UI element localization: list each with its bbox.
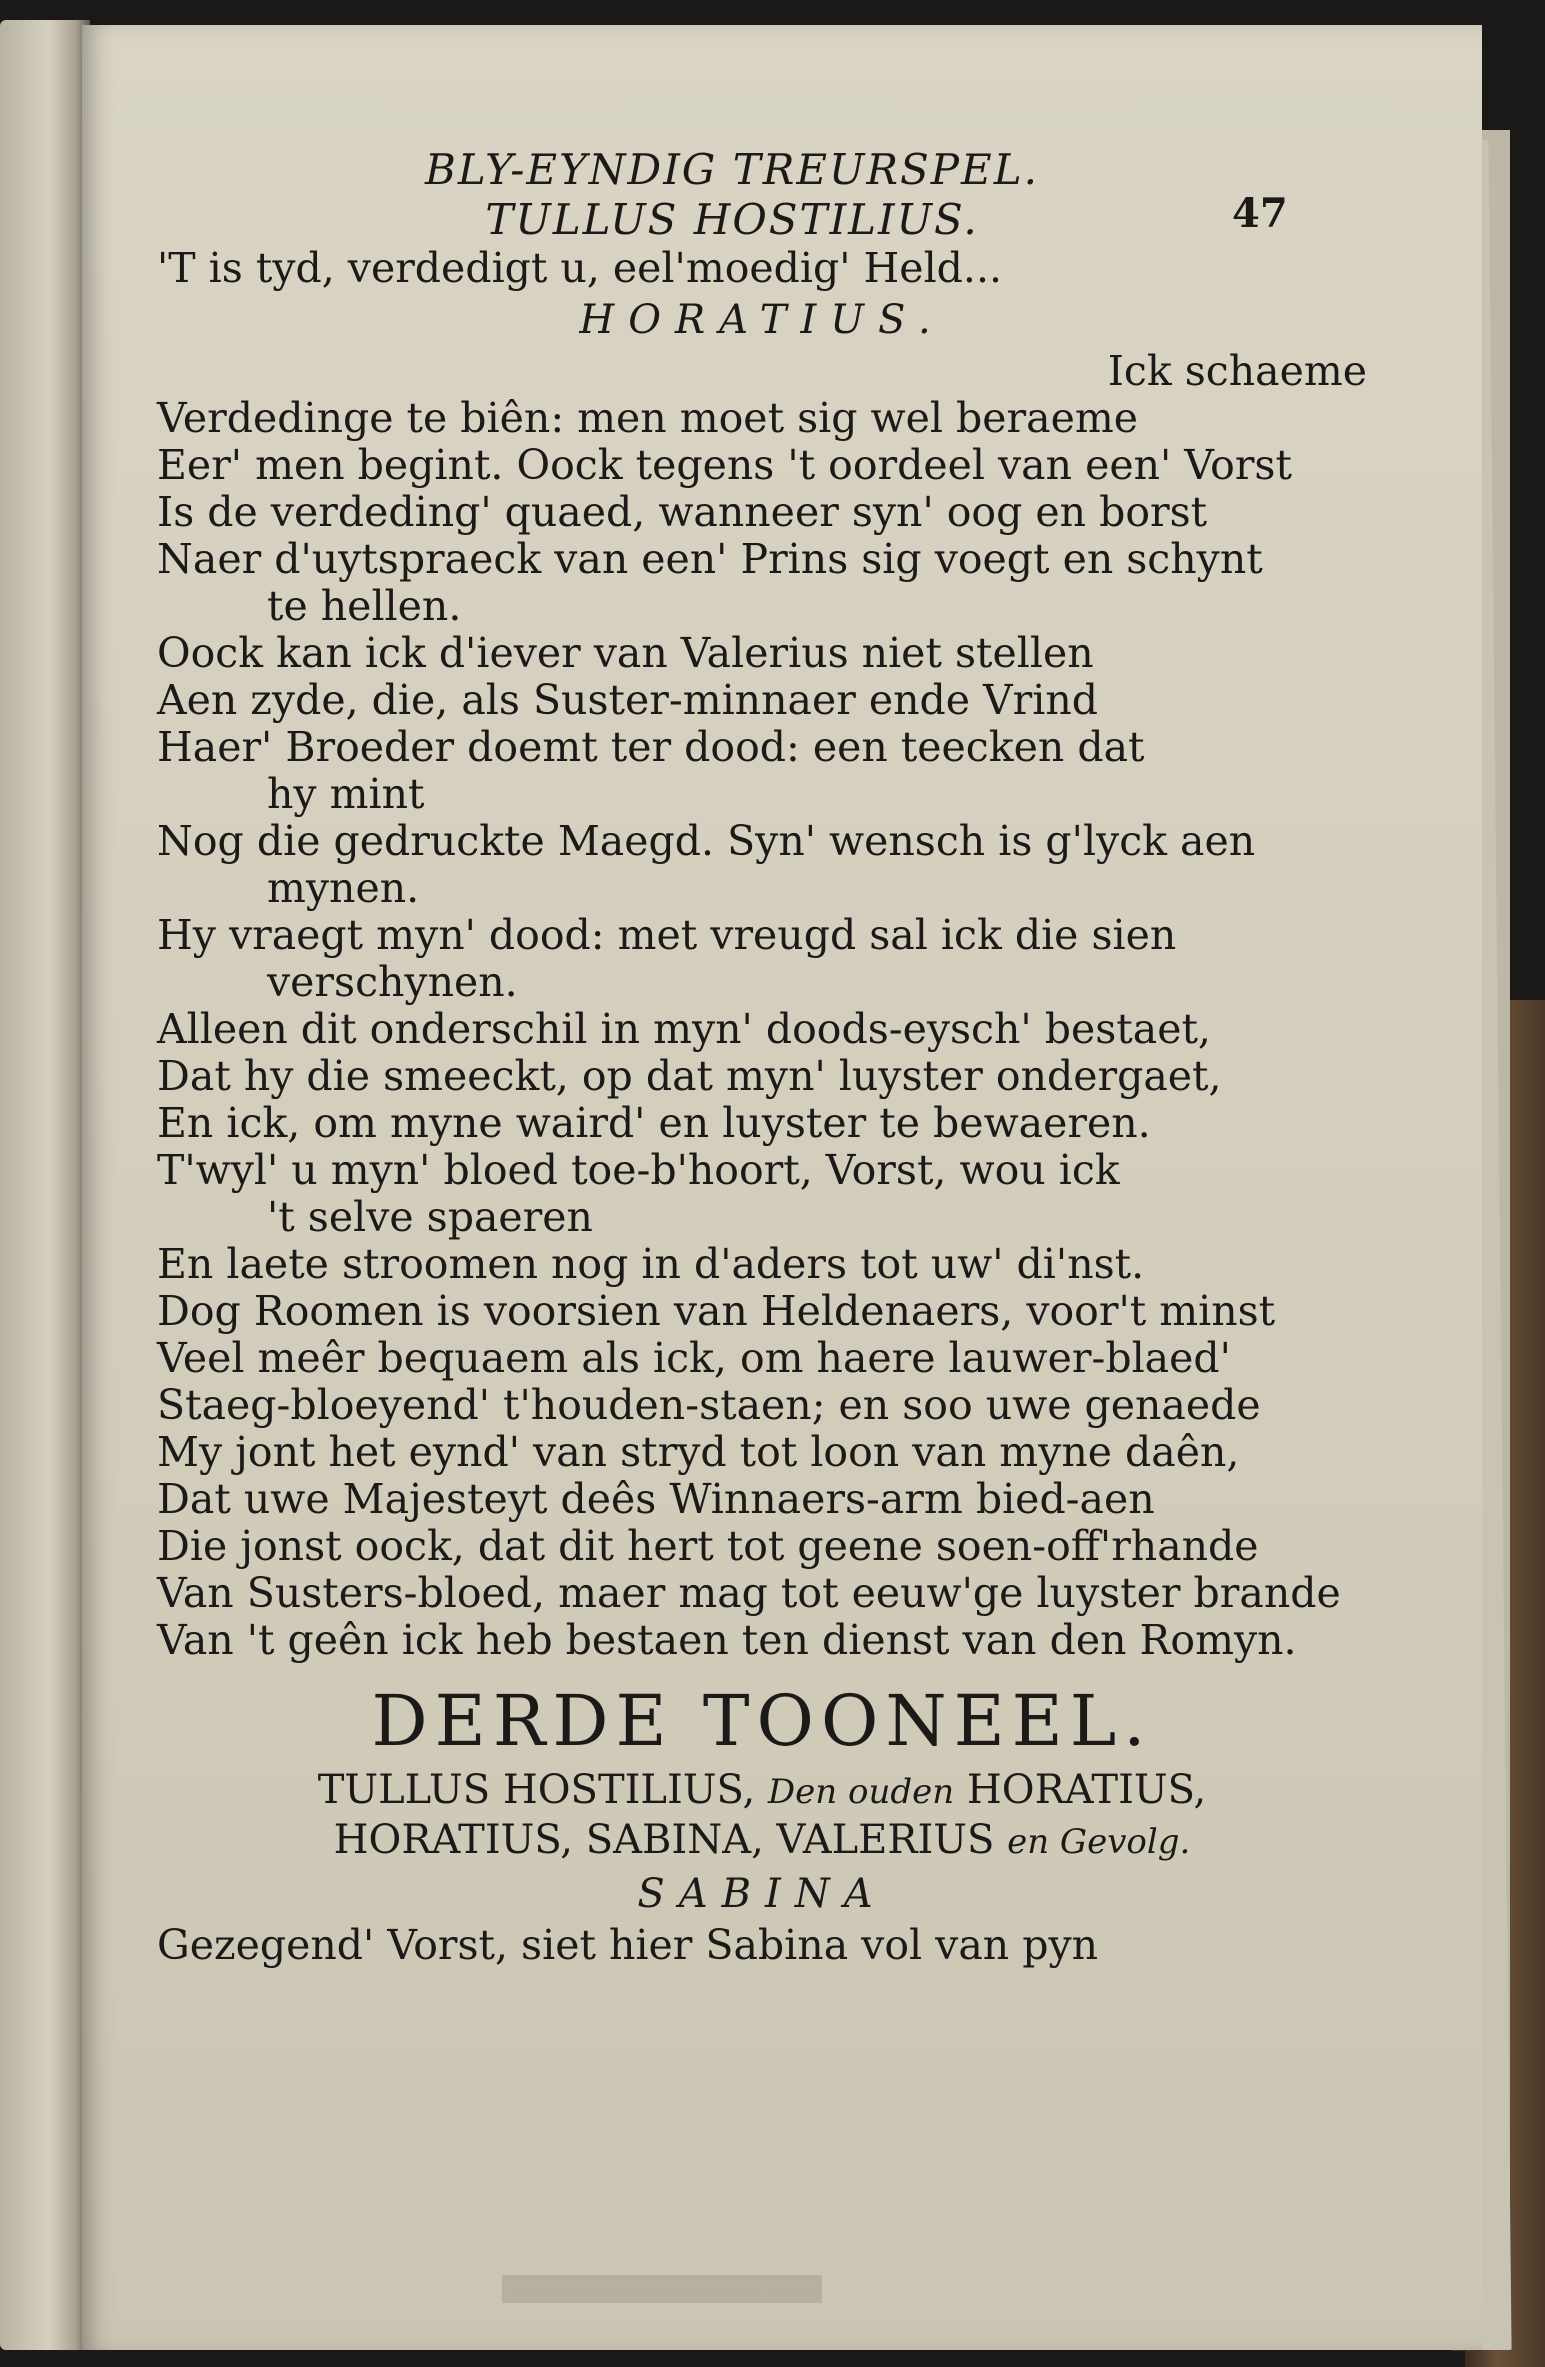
verse-line: Gezegend' Vorst, siet hier Sabina vol van pyn bbox=[157, 1921, 1099, 1969]
verse-line: Nog die gedruckte Maegd. Syn' wensch is g'lyck aen bbox=[157, 817, 1256, 865]
speaker-name: SABINA bbox=[637, 1871, 887, 1917]
speech-block bbox=[157, 348, 1367, 1664]
verse-line: Ick schaeme bbox=[1107, 347, 1367, 395]
verse-line: verschynen. bbox=[267, 958, 518, 1006]
verse-line: Dat uwe Majesteyt deês Winnaers-arm bied-aen bbox=[157, 1475, 1155, 1523]
verse-line: Dat hy die smeeckt, op dat myn' luyster ondergaet, bbox=[157, 1052, 1222, 1100]
verse-line: 'T is tyd, verdedigt u, eel'moedig' Held... bbox=[157, 244, 1003, 292]
scene-title: DERDE TOONEEL. bbox=[371, 1680, 1153, 1762]
verse-line: Staeg-bloeyend' t'houden-staen; en soo uwe genaede bbox=[157, 1381, 1261, 1429]
left-page-edge bbox=[0, 20, 90, 2350]
cast-line bbox=[157, 1766, 1367, 1816]
verse-line: mynen. bbox=[267, 864, 420, 912]
cast-name: HORATIUS, SABINA, VALERIUS bbox=[333, 1817, 995, 1863]
running-head bbox=[217, 145, 1247, 245]
verse-line: Van 't geên ick heb bestaen ten dienst van den Romyn. bbox=[157, 1616, 1297, 1664]
running-head-line: TULLUS HOSTILIUS. bbox=[485, 195, 979, 244]
verse-line: Alleen dit onderschil in myn' doods-eysch' bestaet, bbox=[157, 1005, 1211, 1053]
verse-line: Die jonst oock, dat dit hert tot geene soen-off'rhande bbox=[157, 1522, 1259, 1570]
verse-line: Dog Roomen is voorsien van Heldenaers, voor't minst bbox=[157, 1287, 1276, 1335]
verse-line: Hy vraegt myn' dood: met vreugd sal ick die sien bbox=[157, 911, 1177, 959]
verse-line: En laete stroomen nog in d'aders tot uw' di'nst. bbox=[157, 1240, 1145, 1288]
book-page bbox=[82, 25, 1482, 2350]
cast-list bbox=[157, 1766, 1367, 1866]
verse-line: Naer d'uytspraeck van een' Prins sig voegt en schynt bbox=[157, 535, 1263, 583]
cast-name: HORATIUS, bbox=[966, 1767, 1207, 1813]
verse-line: 't selve spaeren bbox=[267, 1193, 593, 1241]
cast-name: TULLUS HOSTILIUS, bbox=[317, 1767, 756, 1813]
verse-line: hy mint bbox=[267, 770, 425, 818]
cast-note: en Gevolg. bbox=[1007, 1822, 1191, 1862]
verse-line: En ick, om myne waird' en luyster te bewaeren. bbox=[157, 1099, 1151, 1147]
running-head-line: BLY-EYNDIG TREURSPEL. bbox=[425, 145, 1039, 194]
verse-line: Is de verdeding' quaed, wanneer syn' oog en borst bbox=[157, 488, 1208, 536]
verse-line: T'wyl' u myn' bloed toe-b'hoort, Vorst, wou ick bbox=[157, 1146, 1120, 1194]
verse-line: te hellen. bbox=[267, 582, 462, 630]
verse-line: Haer' Broeder doemt ter dood: een teecken dat bbox=[157, 723, 1145, 771]
verse-line: Eer' men begint. Oock tegens 't oordeel van een' Vorst bbox=[157, 441, 1292, 489]
page-shadow bbox=[502, 2275, 822, 2303]
verse-line: Van Susters-bloed, maer mag tot eeuw'ge luyster brande bbox=[157, 1569, 1341, 1617]
page-text bbox=[157, 145, 1367, 1969]
verse-line: Aen zyde, die, als Suster-minnaer ende Vrind bbox=[157, 676, 1099, 724]
cast-note: Den ouden bbox=[767, 1772, 955, 1812]
verse-line: Veel meêr bequaem als ick, om haere lauwer-blaed' bbox=[157, 1334, 1231, 1382]
cast-line bbox=[157, 1816, 1367, 1866]
page-number: 47 bbox=[1232, 190, 1288, 237]
verse-line: My jont het eynd' van stryd tot loon van myne daên, bbox=[157, 1428, 1240, 1476]
verse-line: Verdedinge te biên: men moet sig wel beraeme bbox=[157, 394, 1138, 442]
speaker-name: HORATIUS. bbox=[579, 297, 945, 343]
verse-line: Oock kan ick d'iever van Valerius niet stellen bbox=[157, 629, 1094, 677]
